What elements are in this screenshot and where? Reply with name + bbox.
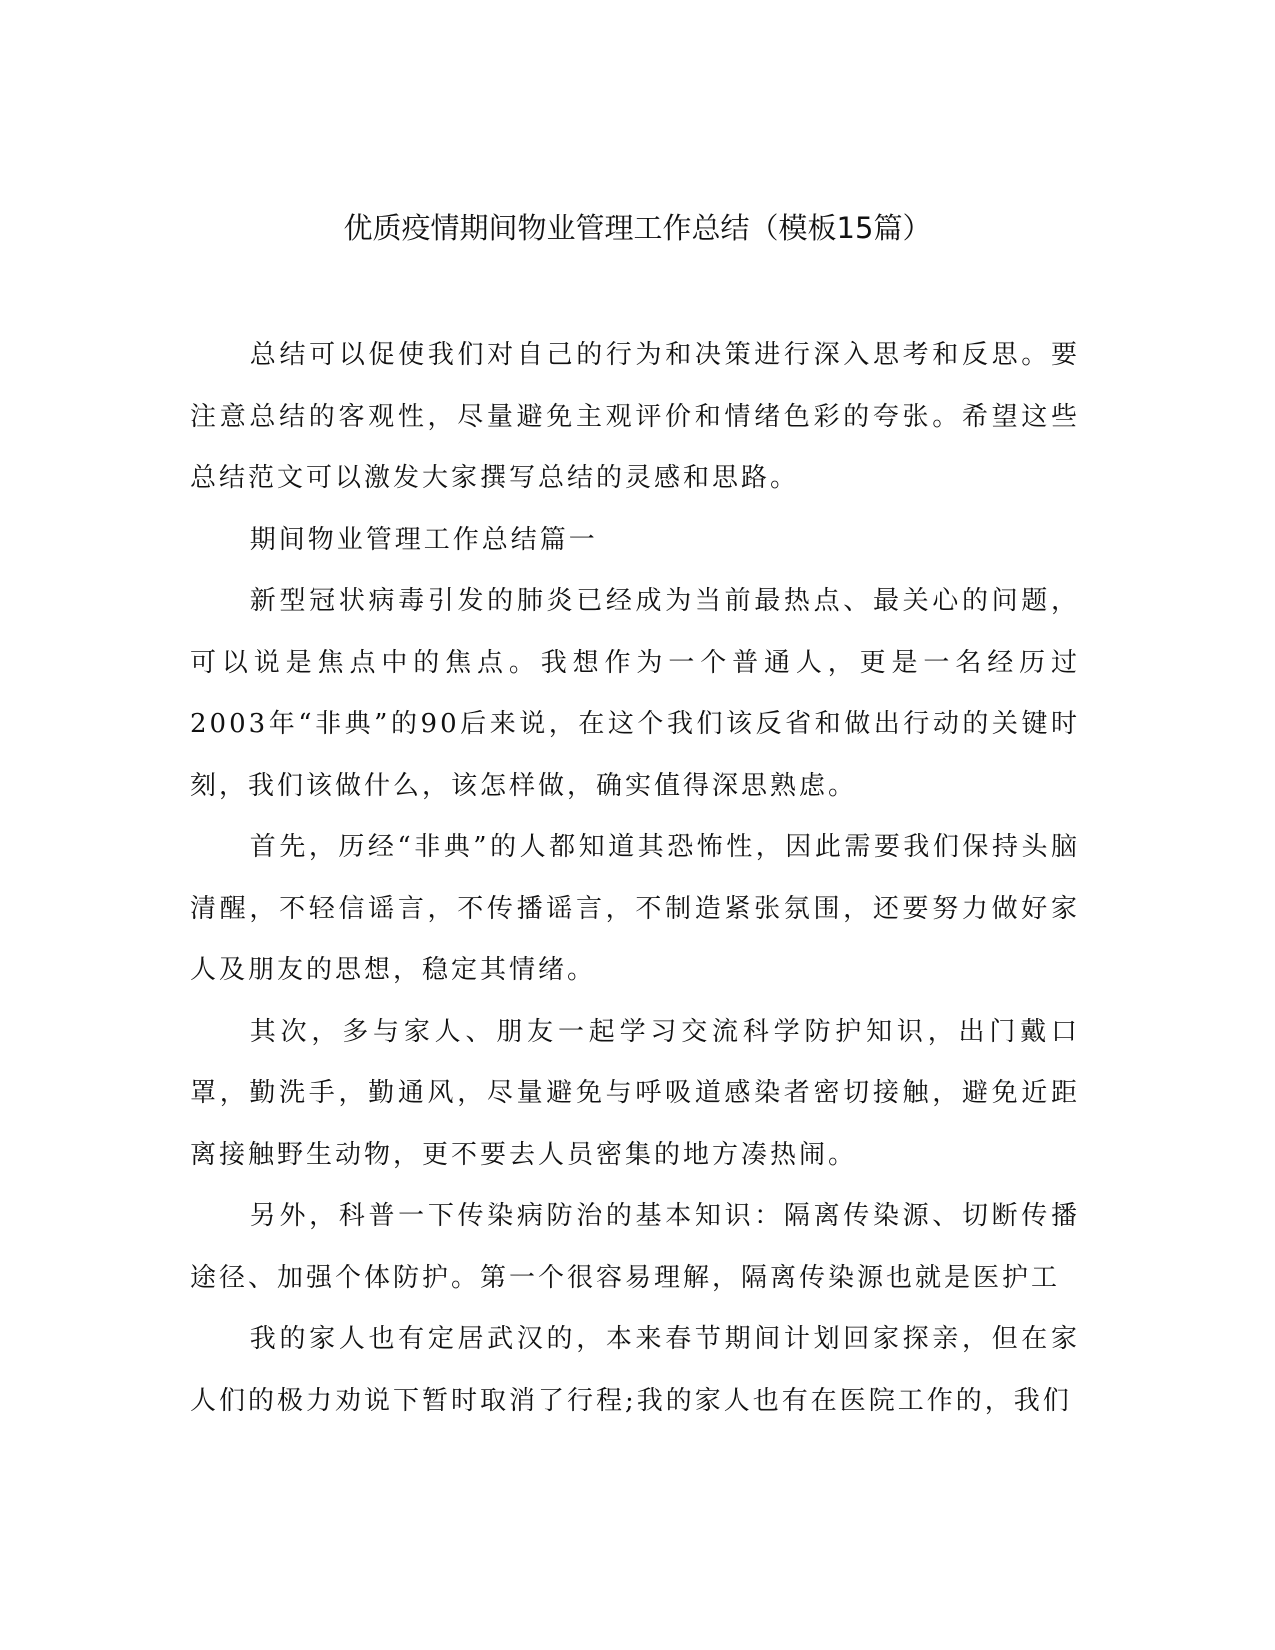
section-heading: 期间物业管理工作总结篇一 (249, 524, 598, 555)
paragraph: 另外，科普一下传染病防治的基本知识：隔离传染源、切断传播途径、加强个体防护。第一个很容易理解，隔离传染源也就是医护工 (190, 1201, 1080, 1293)
paragraph: 我的家人也有定居武汉的，本来春节期间计划回家探亲，但在家人们的极力劝说下暂时取消了行程;我的家人也有在医院工作的，我们 (190, 1324, 1080, 1416)
paragraph: 新型冠状病毒引发的肺炎已经成为当前最热点、最关心的问题，可以说是焦点中的焦点。我想作为一个普通人，更是一名经历过2003年“非典”的90后来说，在这个我们该反省和做出行动的关键时刻，我们该做什么，该怎样做，确实值得深思熟虑。 (190, 586, 1080, 801)
paragraph: 首先，历经“非典”的人都知道其恐怖性，因此需要我们保持头脑清醒，不轻信谣言，不传播谣言，不制造紧张氛围，还要努力做好家人及朋友的思想，稳定其情绪。 (190, 832, 1080, 985)
paragraph: 其次，多与家人、朋友一起学习交流科学防护知识，出门戴口罩，勤洗手，勤通风，尽量避免与呼吸道感染者密切接触，避免近距离接触野生动物，更不要去人员密集的地方凑热闹。 (190, 1016, 1080, 1170)
paragraph-intro: 总结可以促使我们对自己的行为和决策进行深入思考和反思。要注意总结的客观性，尽量避免主观评价和情绪色彩的夸张。希望这些总结范文可以激发大家撰写总结的灵感和思路。 (190, 340, 1080, 493)
document-title: 优质疫情期间物业管理工作总结（模板15篇） (343, 211, 932, 245)
document-body (190, 325, 1080, 1432)
